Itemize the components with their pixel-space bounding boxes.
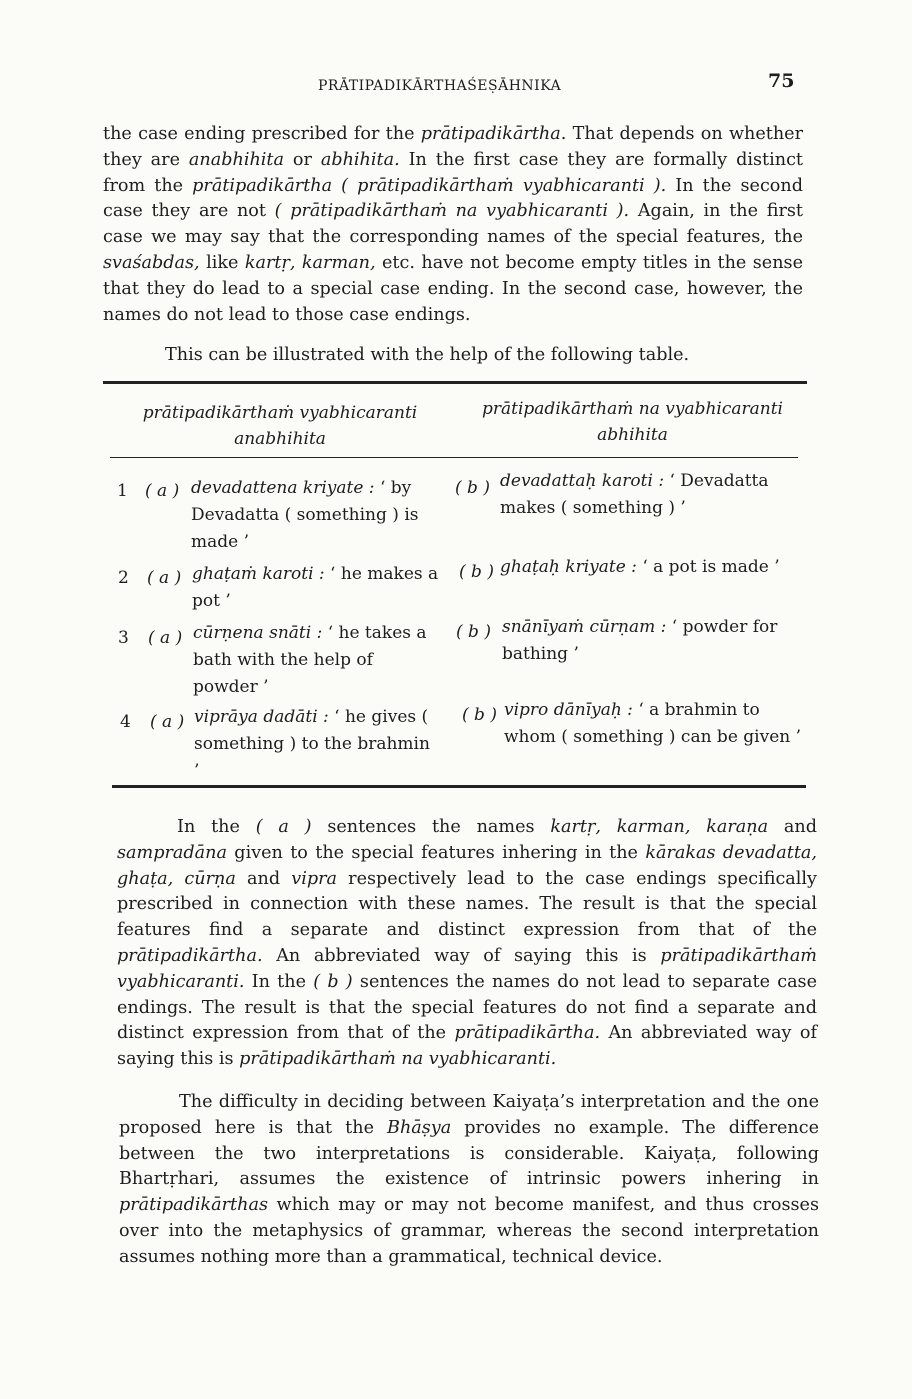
row-label-b: ( b ) bbox=[459, 562, 494, 582]
table-cell-a: viprāya dadāti : ‘ he gives ( something ) to the brahmin ’ bbox=[194, 707, 430, 781]
paragraph-1: the case ending prescribed for the prātipadikārtha. That depends on whether they are anabhihita or abhihita. In the first case they are formally distinct from the prātipadikārtha ( prātipadikārthaṁ vyabhicaranti ). In the second case they are not ( prātipadikārthaṁ na vyabhicaranti ). Again, in the first case we may say that the corresponding names of the special features, the svaśabdas, like kartṛ, karman, etc. have not become empty titles in the sense that they do lead to a special case ending. In the second case, however, the names do not lead to those case endings. bbox=[103, 124, 803, 325]
row-number: 2 bbox=[118, 568, 129, 588]
row-label-a: ( a ) bbox=[150, 712, 185, 732]
table-rule-top bbox=[103, 381, 807, 384]
table-cell-a: devadattena kriyate : ‘ by Devadatta ( something ) is made ’ bbox=[191, 478, 419, 552]
row-label-b: ( b ) bbox=[462, 705, 497, 725]
row-label-b: ( b ) bbox=[455, 478, 490, 498]
table-cell-b: vipro dānīyaḥ : ‘ a brahmin to whom ( something ) can be given ’ bbox=[504, 700, 802, 747]
table-header-right: prātipadikārthaṁ na vyabhicaranti abhihita bbox=[482, 399, 783, 445]
paragraph-3: In the ( a ) sentences the names kartṛ, karman, karaṇa and sampradāna given to the special features inhering in the kārakas devadatta, ghaṭa, cūrṇa and vipra respectively lead to the case endings specifically prescribed in connection with these names. The result is that the special features find a separate and distinct expression from that of the prātipadikārtha. An abbreviated way of saying this is prātipadikārthaṁ vyabhicaranti. In the ( b ) sentences the names do not lead to separate case endings. The result is that the special features do not find a separate and distinct expression from that of the prātipadikārtha. An abbreviated way of saying this is prātipadikārthaṁ na vyabhicaranti. bbox=[117, 817, 818, 1070]
table-cell-b: ghaṭaḥ kriyate : ‘ a pot is made ’ bbox=[500, 557, 780, 577]
table-cell-b: devadattaḥ karoti : ‘ Devadatta makes ( something ) ’ bbox=[500, 471, 769, 518]
row-label-a: ( a ) bbox=[145, 481, 180, 501]
row-label-a: ( a ) bbox=[147, 568, 182, 588]
row-label-b: ( b ) bbox=[456, 622, 491, 642]
table-rule-bottom bbox=[112, 785, 806, 788]
table-intro: This can be illustrated with the help of the following table. bbox=[165, 345, 690, 365]
page-number: 75 bbox=[768, 70, 795, 92]
table-header-left: prātipadikārthaṁ vyabhicaranti anabhihita bbox=[142, 403, 418, 449]
table-rule-middle bbox=[110, 457, 798, 458]
row-number: 4 bbox=[120, 712, 131, 732]
paragraph-4: The difficulty in deciding between Kaiyaṭa’s interpretation and the one proposed here is that the Bhāṣya provides no example. The difference between the two interpretations is considerable. Kaiyaṭa, following Bhartṛhari, assumes the existence of intrinsic powers inhering in prātipadikārthas which may or may not become manifest, and thus crosses over into the metaphysics of grammar, whereas the second interpretation assumes nothing more than a grammatical, technical device. bbox=[119, 1092, 819, 1267]
running-head: PRĀTIPADIKĀRTHAŚEṢĀHNIKA bbox=[318, 78, 562, 94]
row-number: 3 bbox=[118, 628, 129, 648]
row-label-a: ( a ) bbox=[148, 628, 183, 648]
table-cell-a: cūrṇena snāti : ‘ he takes a bath with the help of powder ’ bbox=[193, 623, 427, 697]
table-cell-a: ghaṭaṁ karoti : ‘ he makes a pot ’ bbox=[192, 564, 439, 611]
table-cell-b: snānīyaṁ cūrṇam : ‘ powder for bathing ’ bbox=[502, 617, 778, 664]
row-number: 1 bbox=[117, 481, 128, 501]
